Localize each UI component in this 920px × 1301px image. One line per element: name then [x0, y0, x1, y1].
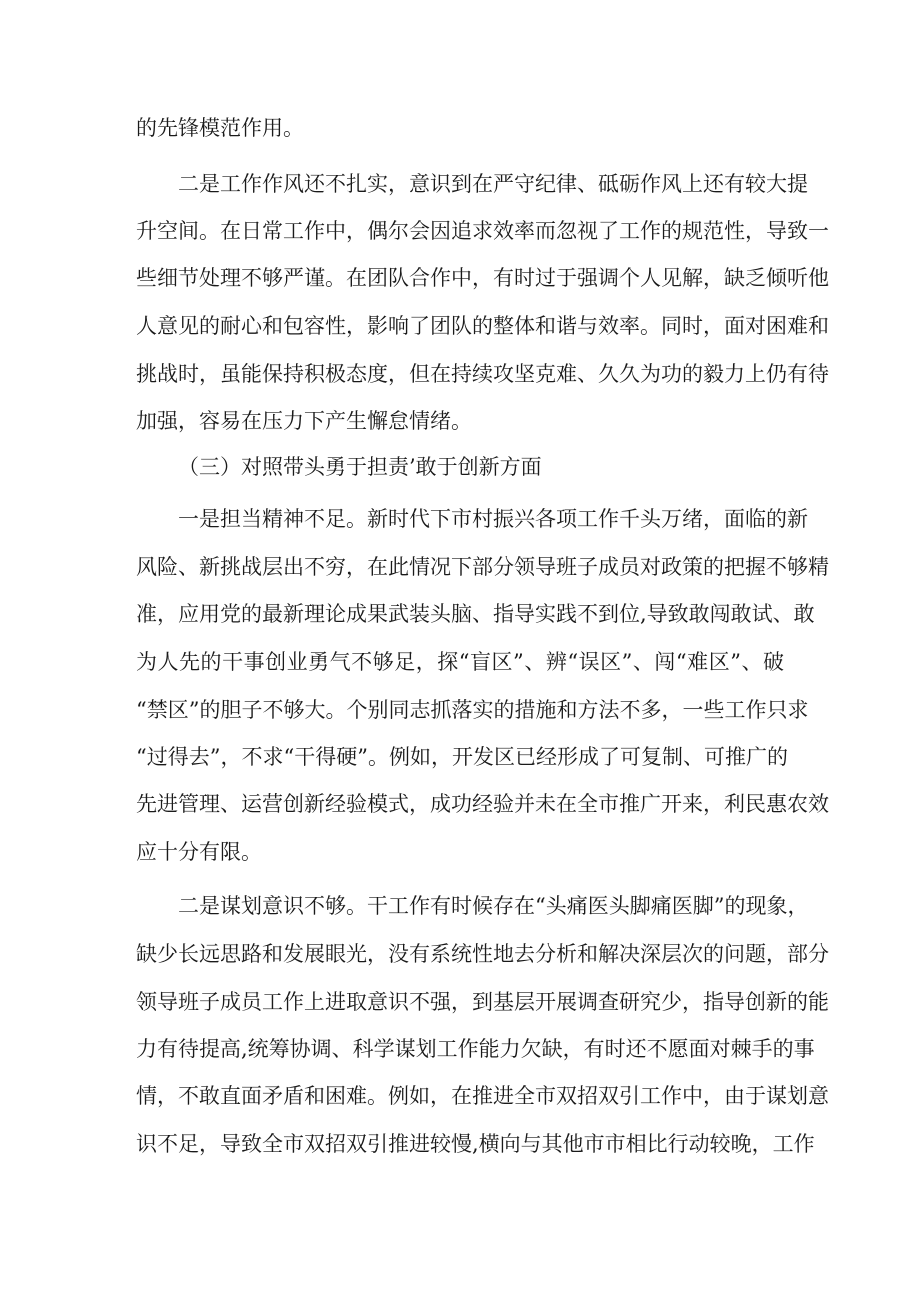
paragraph-end-text: 应十分有限。: [136, 840, 262, 864]
text-line: [0, 352, 920, 396]
text-line: [0, 497, 920, 541]
paragraph-text: 风险、新挑战层出不穷，在此情况下部分领导班子成员对政策的把握不够精: [136, 555, 829, 579]
paragraph-text: 人意见的耐心和包容性，影响了团队的整体和谐与效率。同时，面对困难和: [136, 314, 829, 338]
paragraph-text: “过得去”，不求“干得硬”。例如，开发区已经形成了可复制、可推广的: [136, 745, 788, 769]
text-line: [0, 782, 920, 826]
text-line: [0, 545, 920, 589]
paragraph-text: 领导班子成员工作上进取意识不强，到基层开展调查研究少，指导创新的能: [136, 990, 829, 1014]
paragraph-text: 挑战时，虽能保持积极态度，但在持续攻坚克难、久久为功的毅力上仍有待: [136, 362, 829, 386]
paragraph-end-text: 加强，容易在压力下产生懈怠情绪。: [136, 409, 472, 433]
text-line: [0, 106, 920, 150]
text-line: [0, 932, 920, 976]
paragraph-text: 升空间。在日常工作中，偶尔会因追求效率而忽视了工作的规范性，导致一: [136, 219, 829, 243]
text-line: [0, 830, 920, 874]
paragraph-text: 识不足，导致全市双招双引推进较慢,横向与其他市市相比行动较晚，工作: [136, 1132, 815, 1156]
paragraph-text: 准，应用党的最新理论成果武装头脑、指导实践不到位,导致敢闯敢试、敢: [136, 602, 815, 626]
paragraph-text: 缺少长远思路和发展眼光，没有系统性地去分析和解决深层次的问题，部分: [136, 942, 829, 966]
text-line: [0, 980, 920, 1024]
section-heading-text: （三）对照带头勇于担责’敢于创新方面: [178, 455, 542, 479]
text-line: [0, 209, 920, 253]
text-line: [0, 735, 920, 779]
text-line: [0, 162, 920, 206]
text-line: [0, 1074, 920, 1118]
paragraph-text: 为人先的干事创业勇气不够足，探“盲区”、辨“误区”、闯“难区”、破: [136, 650, 784, 674]
paragraph-text: 些细节处理不够严谨。在团队合作中，有时过于强调个人见解，缺乏倾听他: [136, 266, 829, 290]
text-line: [0, 1027, 920, 1071]
text-line: [0, 1122, 920, 1166]
text-line: [0, 592, 920, 636]
paragraph-text: 情，不敢直面矛盾和困难。例如，在推进全市双招双引工作中，由于谋划意: [136, 1084, 829, 1108]
paragraph-start-text: 二是谋划意识不够。干工作有时候存在“头痛医头脚痛医脚”的现象，: [178, 894, 809, 918]
text-line: [0, 640, 920, 684]
paragraph-text: 先进管理、运营创新经验模式，成功经验并未在全市推广开来，利民惠农效: [136, 792, 829, 816]
paragraph-start-text: 二是工作作风还不扎实，意识到在严守纪律、砥砺作风上还有较大提: [178, 172, 808, 196]
text-line: [0, 884, 920, 928]
text-line: [0, 688, 920, 732]
text-line: [0, 256, 920, 300]
paragraph-text: 力有待提高,统筹协调、科学谋划工作能力欠缺，有时还不愿面对棘手的事: [136, 1037, 815, 1061]
text-line: [0, 304, 920, 348]
paragraph-end-text: 的先锋模范作用。: [136, 116, 304, 140]
paragraph-start-text: 一是担当精神不足。新时代下市村振兴各项工作千头万绪，面临的新: [178, 507, 808, 531]
section-heading: [0, 445, 920, 489]
paragraph-text: “禁区”的胆子不够大。个别同志抓落实的措施和方法不多，一些工作只求: [136, 698, 809, 722]
text-line: [0, 399, 920, 443]
